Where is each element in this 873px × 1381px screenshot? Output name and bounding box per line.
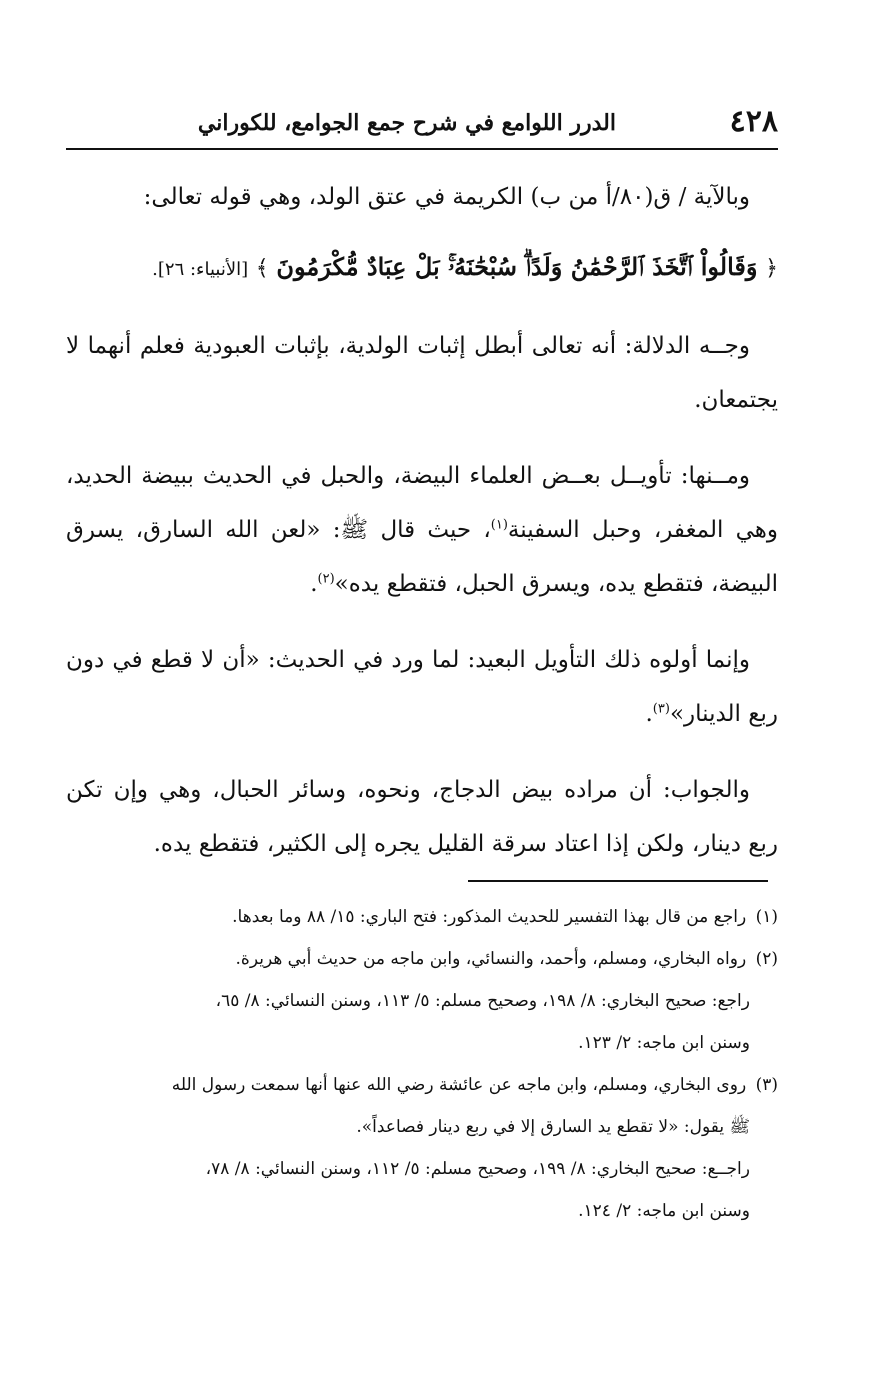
footnote-1-number: (١) bbox=[755, 907, 778, 927]
footnote-3-sources-cont: وسنن ابن ماجه: ٢/ ١٢٤. bbox=[578, 1201, 750, 1221]
page-number: ٤٢٨ bbox=[729, 104, 778, 139]
running-title: الدرر اللوامع في شرح جمع الجوامع، للكوراني bbox=[197, 110, 616, 136]
footnote-separator bbox=[468, 880, 768, 882]
footnote-2-text: رواه البخاري، ومسلم، وأحمد، والنسائي، وابن ماجه من حديث أبي هريرة. bbox=[235, 949, 747, 969]
footnote-marker-1[interactable]: (١) bbox=[490, 517, 508, 533]
paragraph-5: والجواب: أن مراده بيض الدجاج، ونحوه، وسائر الحبال، وهي وإن تكن ربع دينار، ولكن إذا اعتاد سرقة القليل يجره إلى الكثير، فتقطع يده. bbox=[66, 777, 778, 857]
footnote-2-number: (٢) bbox=[755, 949, 778, 969]
footnote-marker-2[interactable]: (٢) bbox=[317, 571, 335, 587]
footnote-1 bbox=[58, 898, 778, 936]
footnote-2-sources-cont: وسنن ابن ماجه: ٢/ ١٢٣. bbox=[578, 1033, 750, 1053]
verse-reference: [الأنبياء: ٢٦]. bbox=[152, 259, 249, 280]
footnote-3 bbox=[58, 1066, 778, 1104]
footnote-3-sources: راجــع: صحيح البخاري: ٨/ ١٩٩، وصحيح مسلم: ٥/ ١١٢، وسنن النسائي: ٨/ ٧٨، bbox=[205, 1159, 750, 1179]
paragraph-2: وجــه الدلالة: أنه تعالى أبطل إثبات الولدية، بإثبات العبودية فعلم أنهما لا يجتمعان. bbox=[66, 333, 778, 413]
footnotes bbox=[58, 898, 778, 1234]
footnote-marker-3[interactable]: (٣) bbox=[652, 701, 670, 717]
main-text bbox=[66, 170, 778, 893]
footnote-3-text-cont: ﷺ يقول: «لا تقطع يد السارق إلا في ربع دينار فصاعداً». bbox=[356, 1117, 750, 1137]
footnote-3-number: (٣) bbox=[755, 1075, 778, 1095]
verse-close-bracket: ﴾ bbox=[255, 256, 269, 281]
paragraph-3 bbox=[66, 449, 778, 611]
footnote-1-text: راجع من قال بهذا التفسير للحديث المذكور: فتح الباري: ١٥/ ٨٨ وما بعدها. bbox=[232, 907, 747, 927]
paragraph-4 bbox=[66, 633, 778, 741]
footnote-2 bbox=[58, 940, 778, 978]
paragraph-3-part-2: ، حيث قال ﷺ: «لعن الله السارق، يسرق البيضة، فتقطع يده، ويسرق الحبل، فتقطع يده» bbox=[66, 517, 778, 597]
page-header bbox=[66, 102, 778, 150]
paragraph-3-part-1: ومــنها: تأويــل بعــض العلماء البيضة، والحبل في الحديث ببيضة الحديد، وهي المغفر، وحبل السفينة bbox=[66, 463, 778, 543]
paragraph-4-part-2: . bbox=[645, 701, 653, 727]
paragraph-3-part-3: . bbox=[310, 571, 318, 597]
paragraph-4-part-1: وإنما أولوه ذلك التأويل البعيد: لما ورد في الحديث: «أن لا قطع في دون ربع الدينار» bbox=[66, 647, 778, 727]
footnote-3-text: روى البخاري، ومسلم، وابن ماجه عن عائشة رضي الله عنها أنها سمعت رسول الله bbox=[171, 1075, 747, 1095]
paragraph-1: وبالآية / ق(٨٠/أ من ب) الكريمة في عتق الولد، وهي قوله تعالى: bbox=[143, 184, 750, 210]
verse-text: وَقَالُواْ ٱتَّخَذَ ٱلرَّحْمَٰنُ وَلَدًاۗ سُبْحَٰنَهُۥۚ بَلْ عِبَادٌ مُّكْرَمُونَ bbox=[276, 252, 758, 281]
verse-open-bracket: ﴿ bbox=[765, 256, 778, 281]
quran-verse bbox=[66, 240, 778, 297]
footnote-2-sources: راجع: صحيح البخاري: ٨/ ١٩٨، وصحيح مسلم: ٥/ ١١٣، وسنن النسائي: ٨/ ٦٥، bbox=[215, 991, 750, 1011]
